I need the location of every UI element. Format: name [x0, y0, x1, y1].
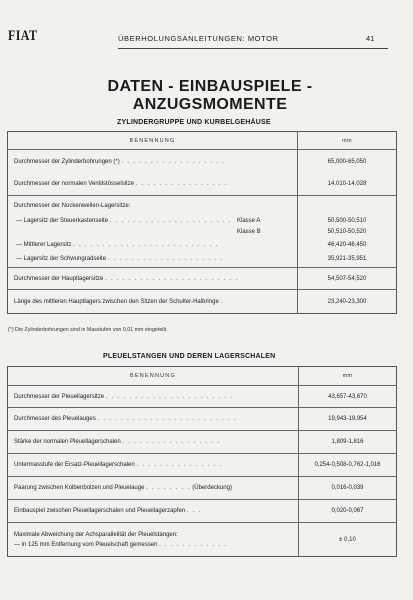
table-row: [8, 268, 397, 290]
page-header: [0, 0, 413, 56]
table-connecting-rods: [7, 366, 397, 557]
table-row: [8, 477, 397, 500]
leader-dots: . . . . . . . . . . . . . . . .: [135, 181, 228, 188]
table-cylinder-group: [7, 131, 397, 314]
row-label: Durchmesser der Zylinderbohrungen (*): [14, 158, 120, 165]
leader-dots: . . . . . . . . . . . . . . . . . . . . . .: [105, 393, 234, 400]
table-row: [8, 227, 397, 238]
row-value: 0,254-0,508-0,762-1,016: [299, 454, 397, 477]
leader-dots: . . . . . . . . . . . . . . . . . . . . . . . .: [97, 416, 237, 422]
row-label: — Lagersitz der Steuerkastenseite: [16, 218, 109, 224]
page-number: 41: [366, 34, 375, 43]
row-label-sub: — in 125 mm Entfernung vom Pleuelschaft gemessen: [14, 541, 158, 548]
table-row: [8, 216, 397, 227]
column-header-unit: mm: [298, 132, 397, 150]
row-label: Durchmesser des Pleuelauges: [14, 416, 96, 422]
section-title-connecting-rods: PLEUELSTANGEN UND DEREN LAGERSCHALEN: [103, 353, 276, 360]
row-value: 14,010-14,028: [298, 174, 397, 196]
column-header-name: BENENNUNG: [8, 367, 299, 386]
row-label: Durchmesser der Nockenwellen-Lagersitze:: [8, 196, 298, 216]
class-a-label: Klasse A: [237, 218, 261, 224]
table-row: [8, 174, 397, 196]
leader-dots: . . . . . . . . . . . . . . . . . . . .: [107, 256, 224, 263]
table-row: [8, 238, 397, 252]
column-header-name: BENENNUNG: [8, 132, 298, 150]
table-row: [8, 431, 397, 454]
leader-dots: . . . . . . . . . . . . . . . . .: [122, 439, 221, 445]
running-title: ÜBERHOLUNGSANLEITUNGEN: MOTOR: [118, 34, 279, 43]
fiat-logo: FIAT: [8, 28, 38, 44]
row-suffix: (Überdeckung): [192, 485, 232, 491]
row-value: 0,020-0,067: [299, 500, 397, 523]
row-label: — Mittlerer Lagersitz: [16, 241, 72, 248]
row-value: 19,943-19,954: [299, 408, 397, 431]
row-label: Stärke der normalen Pleuellagerschalen: [14, 439, 121, 445]
table-row: [8, 196, 397, 216]
row-value-class-a: 50,500-50,510: [327, 218, 367, 224]
row-value: 54,507-54,520: [298, 268, 397, 290]
row-value: 35,921-35,951: [298, 252, 397, 268]
row-label: Durchmesser der Pleuellagersitze: [14, 393, 105, 400]
row-label: Durchmesser der Hauptlagersitze: [14, 275, 104, 282]
row-value: 65,000-65,050: [327, 158, 367, 165]
table-row: [8, 500, 397, 523]
table-header-row: [8, 367, 397, 386]
table-header-row: [8, 132, 397, 150]
row-label: Paarung zwischen Kolbenbolzen und Pleuelauge: [14, 485, 145, 491]
table-row: [8, 523, 397, 557]
table-row: [8, 408, 397, 431]
row-label: Durchmesser der normalen Ventilstösselsitze: [14, 181, 135, 188]
row-label: Maximale Abweichung der Achsparallelität der Pleuelstangen:: [14, 531, 178, 538]
leader-dots: . . . . . . . . . . . . . . . . . . . . .: [109, 218, 232, 224]
row-label: — Lagersitz der Schwungradseite: [16, 256, 107, 263]
table-row: [8, 386, 397, 408]
column-header-unit: mm: [299, 367, 397, 386]
row-value-class-b: 50,510-50,520: [327, 229, 367, 235]
class-b-label: Klasse B: [237, 229, 261, 235]
leader-dots: .: [220, 298, 224, 305]
table-row: [8, 290, 397, 314]
leader-dots: . . .: [186, 508, 202, 514]
row-value: 1,809-1,816: [299, 431, 397, 454]
row-label: Einbauspiel zwischen Pleuellagerschalen und Pleuellagerzapfen: [14, 508, 186, 514]
leader-dots: . . . . . . . .: [146, 485, 191, 491]
row-label: Länge des mittleren Hauptlagers zwischen den Sitzen der Schulter-Halbringe: [14, 298, 219, 305]
leader-dots: . . . . . . . . . . . . . . . . . . . . . . . . .: [73, 241, 219, 248]
section-title-cylinder-group: ZYLINDERGRUPPE UND KURBELGEHÄUSE: [117, 119, 271, 126]
table-row: [8, 252, 397, 268]
leader-dots: . . . . . . . . . . . .: [159, 541, 228, 548]
header-rule: [118, 48, 388, 49]
row-value: 46,420-46,450: [327, 241, 367, 248]
leader-dots: . . . . . . . . . . . . . . . . . . . . . . .: [105, 275, 239, 282]
table-row: [8, 454, 397, 477]
row-value: 23,240-23,300: [327, 298, 367, 305]
footnote: (*) Die Zylinderbohrungen sind in Masstufen von 0,01 mm eingeteilt.: [8, 327, 168, 333]
row-value: 43,657-43,670: [299, 386, 397, 408]
leader-dots: . . . . . . . . . . . . . . . . . .: [121, 158, 226, 165]
row-value: 0,016-0,039: [299, 477, 397, 500]
row-label: Untermasstufe der Ersatz-Pleuellagerschalen: [14, 462, 135, 468]
table-row: [8, 150, 397, 174]
main-title: DATEN - EINBAUSPIELE - ANZUGSMOMENTE: [107, 78, 313, 113]
leader-dots: . . . . . . . . . . . . . . .: [136, 462, 223, 468]
row-value: ± 0,10: [339, 536, 356, 543]
